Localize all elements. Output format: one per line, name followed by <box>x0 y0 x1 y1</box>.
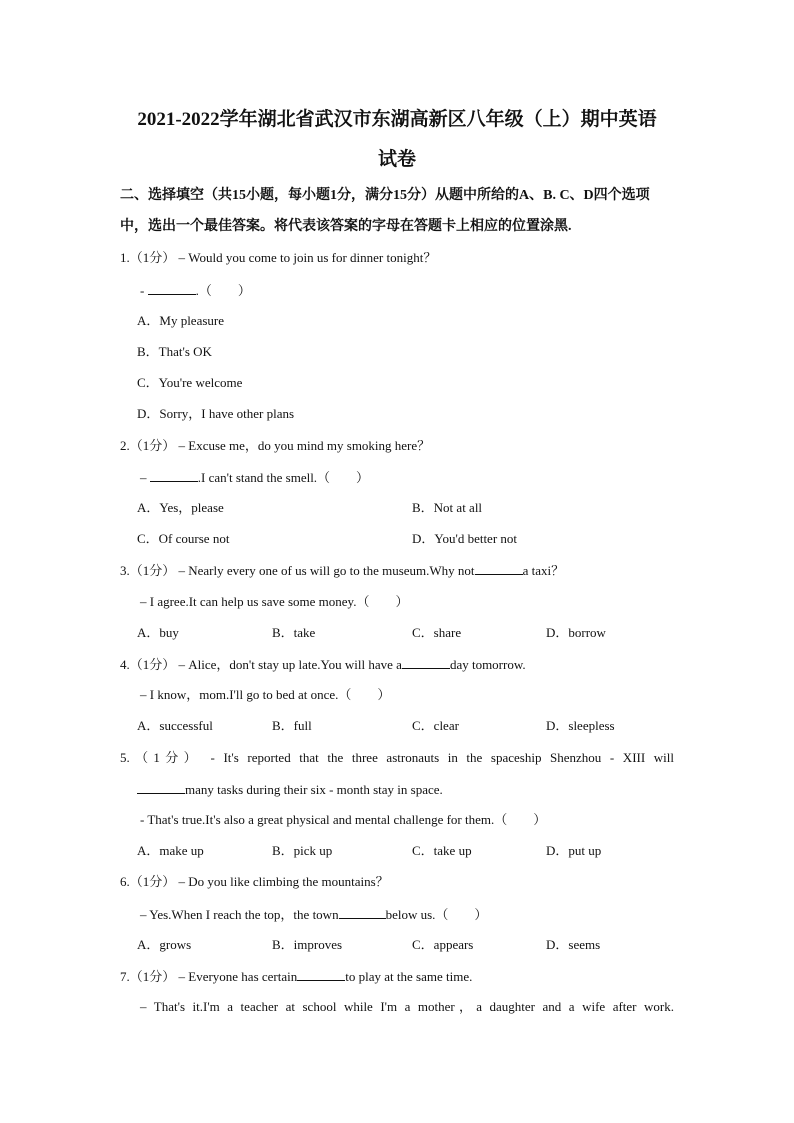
answer-blank <box>137 781 185 794</box>
q7-stem-suffix: to play at the same time. <box>345 969 473 984</box>
section-instructions-line-2: 中，选出一个最佳答案。将代表该答案的字母在答题卡上相应的位置涂黑. <box>120 219 572 234</box>
q4-option-c: C．clear <box>412 718 459 733</box>
q2-option-d: D．You'd better not <box>412 531 518 546</box>
q2-response-prefix: – <box>140 470 150 485</box>
q2-option-b: B．Not at all <box>412 500 483 515</box>
q5-stem: 5.（1分） - It's reported that the three astronauts in the spaceship Shenzhou - XIII will <box>120 750 674 765</box>
q6-option-d: D．seems <box>546 937 601 952</box>
exam-title-line-2: 试卷 <box>377 149 416 170</box>
q7-stem <box>120 968 472 985</box>
q1-option-c: C．You're welcome <box>137 375 243 390</box>
q1-option-d: D．Sorry，I have other plans <box>137 406 295 421</box>
q6-option-a: A．grows <box>137 937 192 952</box>
q6-option-c: C．appears <box>412 937 474 952</box>
q3-option-c: C．share <box>412 625 462 640</box>
answer-blank <box>148 282 196 295</box>
q1-response <box>140 282 251 299</box>
q5-option-a: A．make up <box>137 843 204 858</box>
q1-option-b: B．That's OK <box>137 344 212 359</box>
q3-stem-prefix: 3.（1分） – Nearly every one of us will go to the museum.Why not <box>120 563 475 578</box>
q5-response: - That's true.It's also a great physical and mental challenge for them.（ ） <box>140 812 547 827</box>
answer-blank <box>297 968 345 981</box>
q2-option-a: A．Yes，please <box>137 500 224 515</box>
q4-option-a: A．successful <box>137 718 213 733</box>
q3-option-d: D．borrow <box>546 625 606 640</box>
answer-blank <box>339 906 386 919</box>
q6-option-b: B．improves <box>272 937 343 952</box>
q4-response: – I know，mom.I'll go to bed at once.（ ） <box>140 687 391 702</box>
answer-blank <box>475 562 523 575</box>
answer-blank <box>402 656 450 669</box>
q4-stem-prefix: 4.（1分） – Alice，don't stay up late.You will have a <box>120 657 402 672</box>
q2-stem: 2.（1分） – Excuse me，do you mind my smoking here？ <box>120 438 431 453</box>
q7-stem-prefix: 7.（1分） – Everyone has certain <box>120 969 298 984</box>
q7-response: – That's it.I'm a teacher at school while I'm a mother，a daughter and a wife after work. <box>140 999 674 1014</box>
q6-stem: 6.（1分） – Do you like climbing the mountains？ <box>120 874 389 889</box>
q5-option-b: B．pick up <box>272 843 333 858</box>
q5-stem-suffix: many tasks during their six - month stay in space. <box>185 782 443 797</box>
q4-stem <box>120 656 526 673</box>
q6-response <box>140 906 487 923</box>
q3-option-b: B．take <box>272 625 316 640</box>
q2-response-suffix: .I can't stand the smell.（ ） <box>197 470 370 485</box>
q4-option-d: D．sleepless <box>546 718 615 733</box>
q1-option-a: A．My pleasure <box>137 313 225 328</box>
q1-response-prefix: - <box>140 283 148 298</box>
exam-title-line-1: 2021-2022学年湖北省武汉市东湖高新区八年级（上）期中英语 <box>137 109 657 130</box>
q2-response <box>140 469 369 486</box>
answer-blank <box>150 469 198 482</box>
section-instructions-line-1: 二、选择填空（共15小题，每小题1分，满分15分）从题中所给的A、B. C、D四个选项 <box>120 188 650 203</box>
q3-stem <box>120 562 564 579</box>
q5-option-d: D．put up <box>546 843 602 858</box>
q1-response-suffix: .（ ） <box>195 283 251 298</box>
q3-stem-suffix: a taxi？ <box>522 563 565 578</box>
q6-response-prefix: – Yes.When I reach the top，the town <box>140 907 339 922</box>
q2-option-c: C．Of course not <box>137 531 230 546</box>
q5-option-c: C．take up <box>412 843 472 858</box>
q3-response: – I agree.It can help us save some money.（ ） <box>140 594 409 609</box>
q4-option-b: B．full <box>272 718 312 733</box>
q3-option-a: A．buy <box>137 625 179 640</box>
q6-response-suffix: below us.（ ） <box>385 907 488 922</box>
q5-stem-continued <box>137 781 443 798</box>
q4-stem-suffix: day tomorrow. <box>449 657 526 672</box>
q1-stem: 1.（1分） – Would you come to join us for dinner tonight？ <box>120 250 437 265</box>
